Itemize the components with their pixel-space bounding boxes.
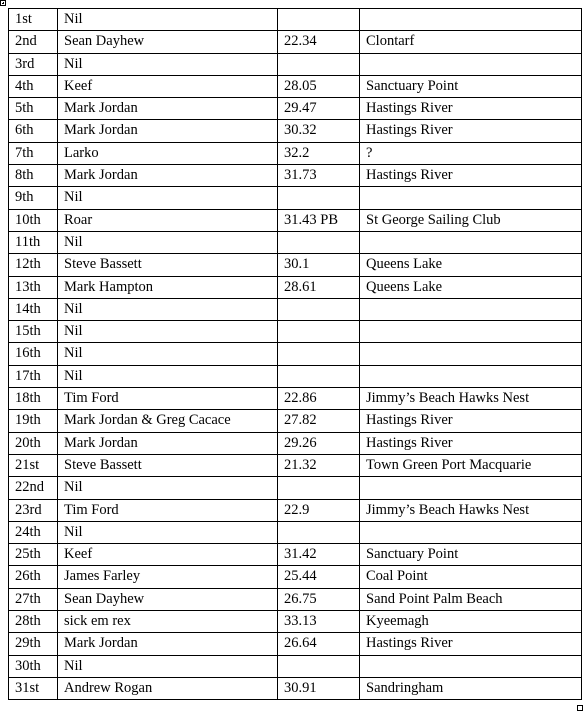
- cell-day[interactable]: 22nd: [9, 477, 58, 499]
- cell-day[interactable]: 9th: [9, 187, 58, 209]
- cell-time[interactable]: [278, 231, 360, 253]
- cell-time[interactable]: 32.2: [278, 142, 360, 164]
- table-row: [9, 142, 582, 164]
- cell-day[interactable]: 28th: [9, 611, 58, 633]
- cell-name[interactable]: Larko: [58, 142, 278, 164]
- table-row: [9, 566, 582, 588]
- cell-time[interactable]: [278, 655, 360, 677]
- results-table-body: [9, 9, 582, 700]
- table-resize-handle[interactable]: [577, 705, 583, 711]
- cell-time[interactable]: 28.05: [278, 75, 360, 97]
- table-row: [9, 276, 582, 298]
- cell-location[interactable]: St George Sailing Club: [360, 209, 582, 231]
- cell-day[interactable]: 25th: [9, 544, 58, 566]
- cell-location[interactable]: [360, 298, 582, 320]
- cell-day[interactable]: 4th: [9, 75, 58, 97]
- cell-location[interactable]: ?: [360, 142, 582, 164]
- cell-name[interactable]: Nil: [58, 298, 278, 320]
- cell-day[interactable]: 31st: [9, 677, 58, 699]
- cell-location[interactable]: [360, 187, 582, 209]
- cell-name[interactable]: Nil: [58, 321, 278, 343]
- cell-location[interactable]: [360, 343, 582, 365]
- cell-name[interactable]: Roar: [58, 209, 278, 231]
- cell-location[interactable]: [360, 365, 582, 387]
- cell-time[interactable]: 30.1: [278, 254, 360, 276]
- table-row: [9, 432, 582, 454]
- table-row: [9, 477, 582, 499]
- cell-time[interactable]: 22.9: [278, 499, 360, 521]
- cell-name[interactable]: James Farley: [58, 566, 278, 588]
- cell-day[interactable]: 14th: [9, 298, 58, 320]
- table-row: [9, 499, 582, 521]
- cell-name[interactable]: Nil: [58, 343, 278, 365]
- cell-name[interactable]: Nil: [58, 187, 278, 209]
- cell-location[interactable]: [360, 231, 582, 253]
- table-row: [9, 343, 582, 365]
- cell-location[interactable]: [360, 321, 582, 343]
- cell-location[interactable]: Hastings River: [360, 432, 582, 454]
- table-row: [9, 120, 582, 142]
- cell-day[interactable]: 1st: [9, 9, 58, 31]
- cell-day[interactable]: 17th: [9, 365, 58, 387]
- cell-location[interactable]: Jimmy’s Beach Hawks Nest: [360, 499, 582, 521]
- cell-location[interactable]: Sand Point Palm Beach: [360, 588, 582, 610]
- cell-day[interactable]: 24th: [9, 521, 58, 543]
- cell-day[interactable]: 18th: [9, 388, 58, 410]
- cell-time[interactable]: 22.86: [278, 388, 360, 410]
- cell-name[interactable]: Tim Ford: [58, 499, 278, 521]
- cell-name[interactable]: Nil: [58, 365, 278, 387]
- cell-name[interactable]: Mark Jordan: [58, 165, 278, 187]
- cell-time[interactable]: [278, 321, 360, 343]
- cell-location[interactable]: Hastings River: [360, 633, 582, 655]
- cell-day[interactable]: 11th: [9, 231, 58, 253]
- cell-name[interactable]: Nil: [58, 231, 278, 253]
- cell-time[interactable]: [278, 298, 360, 320]
- cell-day[interactable]: 19th: [9, 410, 58, 432]
- table-row: [9, 254, 582, 276]
- cell-name[interactable]: Mark Jordan & Greg Cacace: [58, 410, 278, 432]
- table-row: [9, 31, 582, 53]
- cell-time[interactable]: [278, 521, 360, 543]
- cell-day[interactable]: 23rd: [9, 499, 58, 521]
- cell-time[interactable]: 25.44: [278, 566, 360, 588]
- cell-time[interactable]: [278, 477, 360, 499]
- cell-name[interactable]: sick em rex: [58, 611, 278, 633]
- cell-location[interactable]: [360, 477, 582, 499]
- cell-location[interactable]: [360, 53, 582, 75]
- results-table: [8, 8, 582, 700]
- cell-location[interactable]: [360, 521, 582, 543]
- cell-time[interactable]: 30.32: [278, 120, 360, 142]
- cell-time[interactable]: [278, 365, 360, 387]
- cell-time[interactable]: 29.26: [278, 432, 360, 454]
- cell-location[interactable]: Hastings River: [360, 410, 582, 432]
- cell-day[interactable]: 21st: [9, 454, 58, 476]
- cell-day[interactable]: 8th: [9, 165, 58, 187]
- table-row: [9, 9, 582, 31]
- cell-day[interactable]: 30th: [9, 655, 58, 677]
- cell-time[interactable]: 33.13: [278, 611, 360, 633]
- cell-location[interactable]: Sanctuary Point: [360, 75, 582, 97]
- table-row: [9, 365, 582, 387]
- cell-time[interactable]: 30.91: [278, 677, 360, 699]
- table-row: [9, 388, 582, 410]
- cell-name[interactable]: Nil: [58, 9, 278, 31]
- cell-day[interactable]: 26th: [9, 566, 58, 588]
- cell-location[interactable]: [360, 655, 582, 677]
- table-row: [9, 454, 582, 476]
- cell-day[interactable]: 15th: [9, 321, 58, 343]
- table-row: [9, 321, 582, 343]
- cell-location[interactable]: Queens Lake: [360, 276, 582, 298]
- cell-time[interactable]: 27.82: [278, 410, 360, 432]
- cell-name[interactable]: Andrew Rogan: [58, 677, 278, 699]
- table-move-handle[interactable]: [0, 0, 6, 6]
- cell-time[interactable]: [278, 187, 360, 209]
- cell-name[interactable]: Mark Jordan: [58, 432, 278, 454]
- table-row: [9, 410, 582, 432]
- table-row: [9, 187, 582, 209]
- cell-name[interactable]: Steve Bassett: [58, 454, 278, 476]
- cell-time[interactable]: 29.47: [278, 98, 360, 120]
- table-row: [9, 611, 582, 633]
- cell-name[interactable]: Mark Jordan: [58, 633, 278, 655]
- cell-name[interactable]: Sean Dayhew: [58, 588, 278, 610]
- cell-time[interactable]: 31.43 PB: [278, 209, 360, 231]
- table-row: [9, 655, 582, 677]
- cell-location[interactable]: Kyeemagh: [360, 611, 582, 633]
- table-row: [9, 588, 582, 610]
- cell-location[interactable]: Jimmy’s Beach Hawks Nest: [360, 388, 582, 410]
- cell-name[interactable]: Keef: [58, 75, 278, 97]
- cell-time[interactable]: 26.64: [278, 633, 360, 655]
- cell-location[interactable]: Sandringham: [360, 677, 582, 699]
- cell-name[interactable]: Nil: [58, 53, 278, 75]
- cell-time[interactable]: [278, 53, 360, 75]
- cell-name[interactable]: Tim Ford: [58, 388, 278, 410]
- cell-time[interactable]: 26.75: [278, 588, 360, 610]
- cell-location[interactable]: Hastings River: [360, 98, 582, 120]
- cell-location[interactable]: Hastings River: [360, 120, 582, 142]
- cell-location[interactable]: Clontarf: [360, 31, 582, 53]
- cell-name[interactable]: Mark Jordan: [58, 120, 278, 142]
- cell-day[interactable]: 20th: [9, 432, 58, 454]
- table-row: [9, 677, 582, 699]
- cell-day[interactable]: 27th: [9, 588, 58, 610]
- cell-time[interactable]: [278, 343, 360, 365]
- cell-location[interactable]: Hastings River: [360, 165, 582, 187]
- cell-day[interactable]: 7th: [9, 142, 58, 164]
- table-row: [9, 75, 582, 97]
- cell-time[interactable]: 31.73: [278, 165, 360, 187]
- cell-location[interactable]: Coal Point: [360, 566, 582, 588]
- cell-time[interactable]: 21.32: [278, 454, 360, 476]
- cell-time[interactable]: 22.34: [278, 31, 360, 53]
- cell-name[interactable]: Nil: [58, 521, 278, 543]
- cell-day[interactable]: 12th: [9, 254, 58, 276]
- table-row: [9, 98, 582, 120]
- cell-day[interactable]: 29th: [9, 633, 58, 655]
- cell-time[interactable]: [278, 9, 360, 31]
- table-row: [9, 544, 582, 566]
- cell-day[interactable]: 3rd: [9, 53, 58, 75]
- cell-time[interactable]: 28.61: [278, 276, 360, 298]
- cell-name[interactable]: Nil: [58, 477, 278, 499]
- table-row: [9, 165, 582, 187]
- table-row: [9, 231, 582, 253]
- cell-day[interactable]: 16th: [9, 343, 58, 365]
- table-row: [9, 521, 582, 543]
- cell-day[interactable]: 2nd: [9, 31, 58, 53]
- cell-day[interactable]: 13th: [9, 276, 58, 298]
- cell-location[interactable]: Sanctuary Point: [360, 544, 582, 566]
- table-row: [9, 298, 582, 320]
- table-row: [9, 633, 582, 655]
- cell-day[interactable]: 10th: [9, 209, 58, 231]
- cell-location[interactable]: Queens Lake: [360, 254, 582, 276]
- table-row: [9, 53, 582, 75]
- cell-name[interactable]: Nil: [58, 655, 278, 677]
- table-row: [9, 209, 582, 231]
- cell-name[interactable]: Keef: [58, 544, 278, 566]
- cell-location[interactable]: [360, 9, 582, 31]
- cell-name[interactable]: Mark Hampton: [58, 276, 278, 298]
- cell-day[interactable]: 5th: [9, 98, 58, 120]
- cell-name[interactable]: Sean Dayhew: [58, 31, 278, 53]
- cell-time[interactable]: 31.42: [278, 544, 360, 566]
- cell-name[interactable]: Mark Jordan: [58, 98, 278, 120]
- cell-name[interactable]: Steve Bassett: [58, 254, 278, 276]
- cell-day[interactable]: 6th: [9, 120, 58, 142]
- cell-location[interactable]: Town Green Port Macquarie: [360, 454, 582, 476]
